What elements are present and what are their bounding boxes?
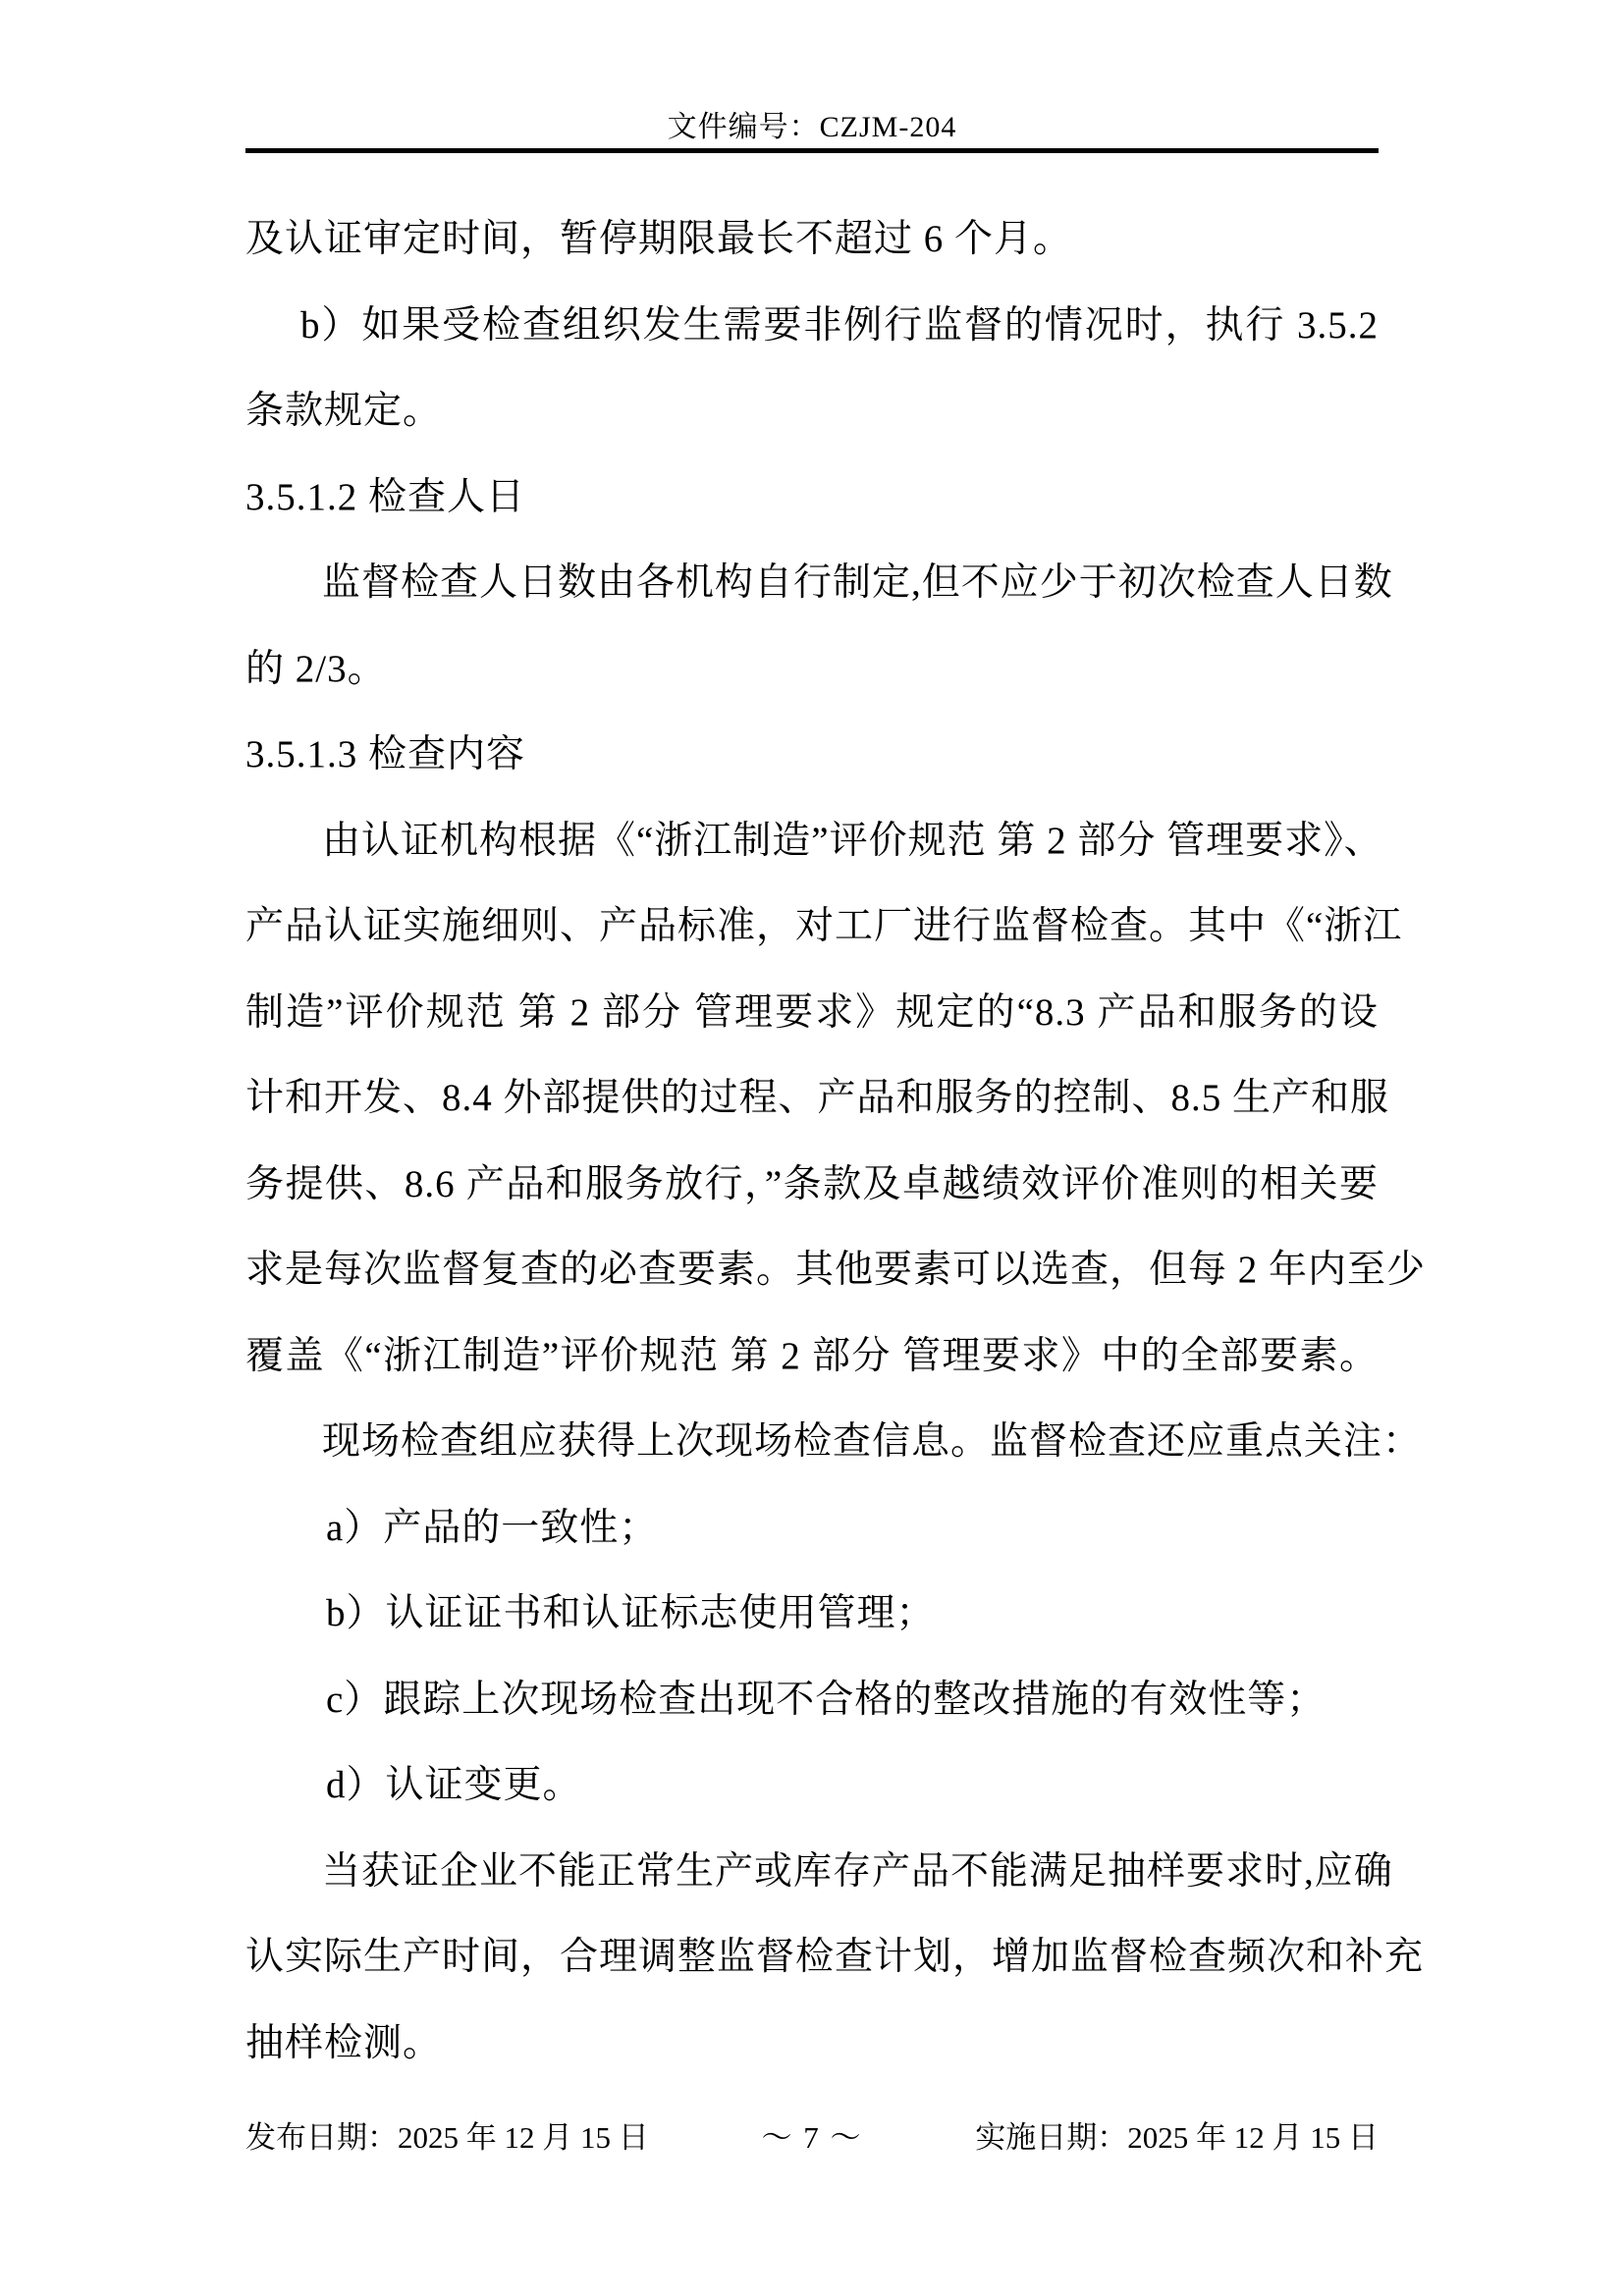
page-footer bbox=[245, 2116, 1379, 2160]
text-line: 当获证企业不能正常生产或库存产品不能满足抽样要求时,应确 bbox=[322, 1849, 1393, 1893]
text-line: 条款规定。 bbox=[245, 390, 443, 432]
text-line: 制造”评价规范 第 2 部分 管理要求》规定的“8.3 产品和服务的设 bbox=[245, 990, 1379, 1034]
implement-date: 实施日期：2025 年 12 月 15 日 bbox=[975, 2120, 1379, 2155]
body-text bbox=[245, 196, 1427, 2086]
text-line: 抽样检测。 bbox=[245, 2021, 443, 2064]
text-line: 求是每次监督复查的必查要素。其他要素可以选查，但每 2 年内至少 bbox=[245, 1249, 1427, 1291]
text-line: 3.5.1.3 检查内容 bbox=[245, 733, 526, 775]
text-line: 的 2/3。 bbox=[245, 647, 387, 690]
list-item: d）认证变更。 bbox=[326, 1764, 582, 1806]
text-line: 及认证审定时间，暂停期限最长不超过 6 个月。 bbox=[245, 218, 1073, 260]
header-divider bbox=[245, 148, 1379, 153]
text-line: 现场检查组应获得上次现场检查信息。监督检查还应重点关注： bbox=[322, 1420, 1423, 1463]
text-line: 监督检查人日数由各机构自行制定,但不应少于初次检查人日数 bbox=[322, 561, 1393, 604]
doc-number: 文件编号：CZJM-204 bbox=[667, 111, 957, 143]
page-number: ～ 7 ～ bbox=[761, 2120, 863, 2155]
text-line: 务提供、8.6 产品和服务放行，”条款及卓越绩效评价准则的相关要 bbox=[245, 1162, 1379, 1205]
text-line: 由认证机构根据《“浙江制造”评价规范 第 2 部分 管理要求》、 bbox=[322, 819, 1383, 862]
text-line: 覆盖《“浙江制造”评价规范 第 2 部分 管理要求》中的全部要素。 bbox=[245, 1334, 1379, 1377]
text-line: b）如果受检查组织发生需要非例行监督的情况时，执行 3.5.2 bbox=[300, 303, 1379, 347]
text-line: 认实际生产时间，合理调整监督检查计划，增加监督检查频次和补充 bbox=[245, 1936, 1425, 1978]
list-item: a）产品的一致性； bbox=[326, 1506, 659, 1549]
release-date: 发布日期：2025 年 12 月 15 日 bbox=[245, 2120, 649, 2155]
text-line: 3.5.1.2 检查人日 bbox=[245, 475, 526, 518]
text-line: 计和开发、8.4 外部提供的过程、产品和服务的控制、8.5 生产和服 bbox=[245, 1077, 1390, 1119]
text-line: 产品认证实施细则、产品标准，对工厂进行监督检查。其中《“浙江 bbox=[245, 905, 1403, 947]
list-item: c）跟踪上次现场检查出现不合格的整改措施的有效性等； bbox=[326, 1678, 1326, 1721]
list-item: b）认证证书和认证标志使用管理； bbox=[326, 1592, 936, 1634]
